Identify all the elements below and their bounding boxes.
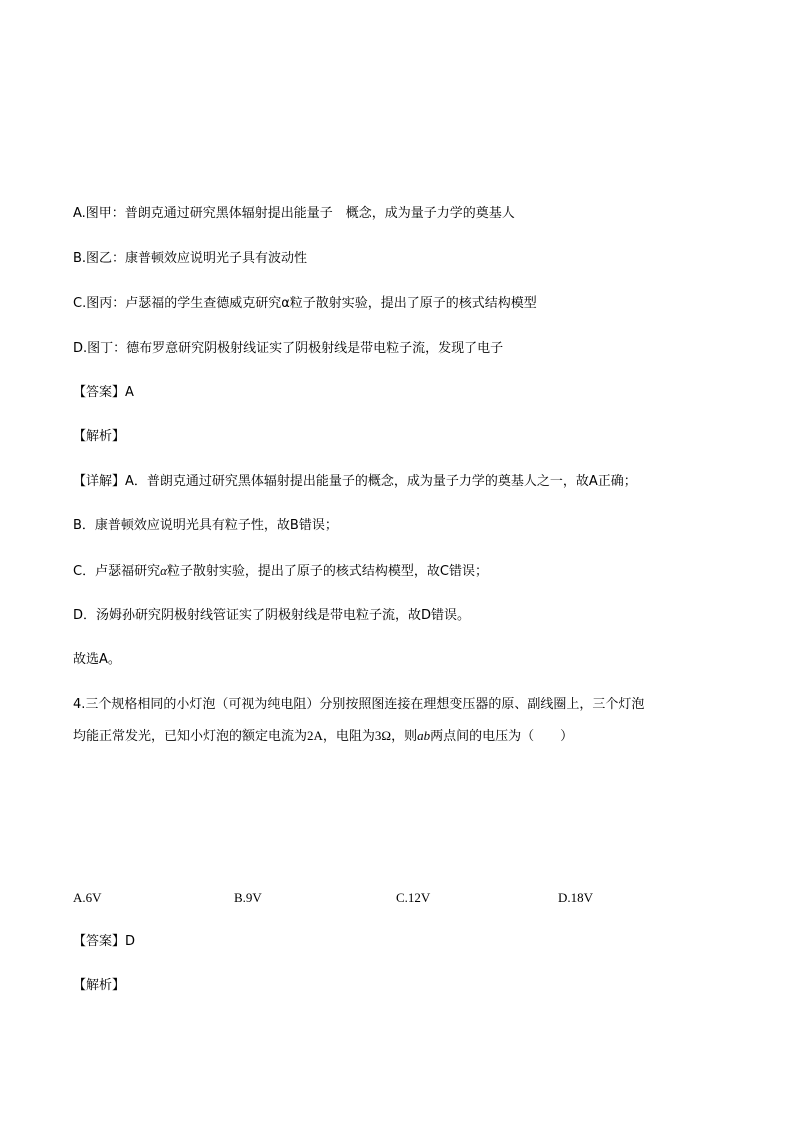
option-c-prev: C.图丙：卢瑟福的学生查德威克研究α粒子散射实验，提出了原子的核式结构模型 [73, 296, 537, 311]
q4-option-a: A.6V [73, 890, 102, 905]
detail-line-a [73, 473, 637, 491]
detail-a-text: A．普朗克通过研究黑体辐射提出能量子的概念，成为量子力学的奠基人之一，故A正确； [125, 474, 637, 489]
q4-option-b: B.9V [234, 890, 262, 905]
answer-2 [73, 933, 135, 951]
detail-conclusion: 故选A。 [73, 652, 121, 667]
answer-1-value: A [125, 385, 134, 400]
option-d-prev: D.图丁：德布罗意研究阴极射线证实了阴极射线是带电粒子流，发现了电子 [73, 341, 504, 356]
option-a-prev: A.图甲：普朗克通过研究黑体辐射提出能量子 概念，成为量子力学的奠基人 [73, 206, 515, 221]
q4-mid: ，电阻为 [322, 729, 375, 744]
q4-option-c: C.12V [396, 890, 431, 905]
q4-mid2: ，则 [391, 729, 418, 744]
question-4-line-1: 4.三个规格相同的小灯泡（可视为纯电阻）分别按照图连接在理想变压器的原、副线圈上，三个灯泡 [73, 697, 645, 712]
q4-post: 两点间的电压为（ ） [430, 729, 574, 744]
q4-current: 2A [307, 728, 323, 743]
detail-c-post: 粒子散射实验，提出了原子的核式结构模型，故C错误； [166, 564, 488, 579]
detail-line-c [73, 562, 488, 581]
q4-resistance: 3Ω [374, 728, 392, 743]
alpha-symbol: α [160, 563, 167, 578]
question-4-line-2 [73, 727, 573, 746]
analysis-1-label: 【解析】 [73, 429, 126, 444]
answer-1-label: 【答案】 [73, 385, 126, 400]
detail-c-pre: C．卢瑟福研究 [73, 564, 161, 579]
q4-option-d: D.18V [558, 890, 594, 905]
q4-points: ab [417, 728, 431, 743]
answer-2-label: 【答案】 [73, 934, 126, 949]
detail-line-b: B．康普顿效应说明光具有粒子性，故B错误； [73, 518, 338, 533]
option-b-prev: B.图乙：康普顿效应说明光子具有波动性 [73, 251, 308, 266]
answer-1 [73, 384, 134, 402]
q4-pre: 均能正常发光，已知小灯泡的额定电流为 [73, 729, 308, 744]
analysis-2-label: 【解析】 [73, 978, 126, 993]
detail-label: 【详解】 [73, 474, 126, 489]
answer-2-value: D [125, 934, 136, 949]
detail-line-d: D．汤姆孙研究阴极射线管证实了阴极射线是带电粒子流，故D错误。 [73, 608, 471, 623]
